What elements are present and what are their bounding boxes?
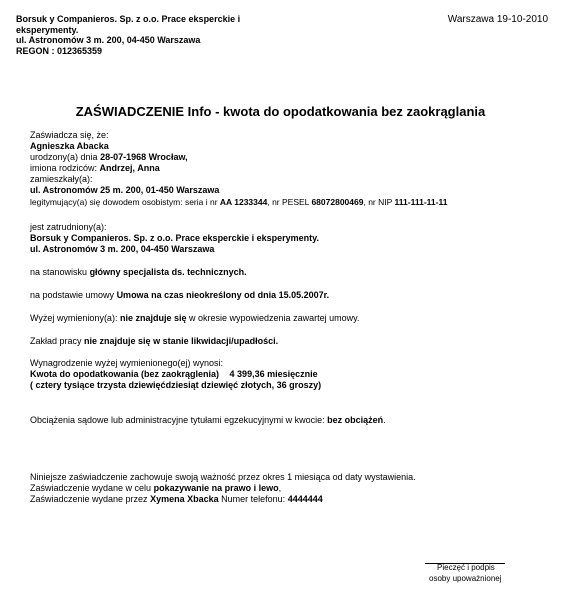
salary-line (30, 369, 318, 380)
nip-value: 111-111-11-11 (394, 197, 448, 207)
burdens-value: bez obciążeń (327, 415, 384, 425)
liquidation-line (30, 336, 278, 347)
validity-note: Niniejsze zaświadczenie zachowuje swoją ważność przez okres 1 miesiąca od daty wystawienia. (30, 472, 416, 482)
employer-name: Borsuk y Companieros. Sp. z o.o. Prace eksperckie i eksperymenty. (30, 233, 319, 243)
person-name: Agnieszka Abacka (30, 141, 109, 151)
notice-value: nie znajduje się (119, 313, 187, 323)
purpose-value: pokazywanie na prawo i lewo (153, 483, 279, 493)
id-line (30, 197, 447, 208)
notice-suffix: w okresie wypowiedzenia zawartej umowy. (189, 313, 360, 323)
signature-caption-line1: Pieczęć i podpis (437, 563, 495, 572)
company-name-line1: Borsuk y Companieros. Sp. z o.o. Prace eksperckie i (16, 14, 241, 24)
salary-amount: 4 399,36 miesięcznie (229, 369, 318, 379)
pesel-label: , nr PESEL (267, 197, 310, 207)
purpose-line (30, 483, 281, 494)
id-label: legitymujący(a) się dowodem osobistym: seria i nr (30, 197, 218, 207)
liquidation-value: nie znajduje się w stanie likwidacji/upadłości. (84, 336, 279, 346)
birth-line (30, 152, 188, 163)
contract-label: na podstawie umowy (30, 290, 115, 300)
pesel-value: 68072800469 (311, 197, 364, 207)
phone-label: Numer telefonu: (221, 494, 286, 504)
nip-label: , nr NIP (363, 197, 393, 207)
employer-address: ul. Astronomów 3 m. 200, 04-450 Warszawa (30, 244, 215, 254)
salary-label: Wynagrodzenie wyżej wymienionego(ej) wynosi: (30, 358, 224, 368)
company-header (16, 14, 240, 56)
residence-value: ul. Astronomów 25 m. 200, 01-450 Warszawa (30, 185, 220, 195)
issue-date: Warszawa 19-10-2010 (447, 14, 548, 25)
liquidation-label: Zakład pracy (30, 336, 82, 346)
purpose-label: Zaświadczenie wydane w celu (30, 483, 152, 493)
company-name-line2: eksperymenty. (16, 24, 79, 35)
signature-caption-line2: osoby upoważnionej (429, 574, 502, 583)
document-title: ZAŚWIADCZENIE Info - kwota do opodatkowania bez zaokrąglania (75, 104, 486, 119)
notice-label: Wyżej wymieniony(a): (30, 313, 118, 323)
position-label: na stanowisku (30, 267, 88, 277)
position-line (30, 267, 247, 278)
company-address: ul. Astronomów 3 m. 200, 04-450 Warszawa (16, 35, 201, 45)
burdens-line (30, 415, 386, 426)
salary-in-words: ( cztery tysiące trzysta dziewięćdziesiąt dziewięć złotych, 36 groszy) (30, 380, 322, 390)
birth-label: urodzony(a) dnia (30, 152, 98, 162)
phone-value: 4444444 (287, 494, 323, 504)
parents-label: imiona rodziców: (30, 163, 98, 173)
certify-intro: Zaświadcza się, że: (30, 130, 109, 140)
id-value: AA 1233344 (219, 197, 268, 207)
salary-kind: Kwota do opodatkowania (bez zaokrąglenia) (30, 369, 220, 379)
company-regon: REGON : 012365359 (16, 45, 103, 56)
parents-line (30, 163, 160, 174)
issuer-line (30, 494, 323, 505)
residence-label: zamieszkały(a): (30, 174, 93, 184)
issuer-name: Xymena Xbacka (150, 494, 219, 504)
burdens-suffix: . (383, 415, 386, 425)
position-value: główny specjalista ds. technicznych. (89, 267, 247, 277)
contract-line (30, 290, 329, 301)
employer-label: jest zatrudniony(a): (30, 222, 107, 232)
purpose-suffix: , (278, 483, 282, 493)
contract-value: Umowa na czas nieokreślony od dnia 15.05.2007r. (116, 290, 330, 300)
issuer-label: Zaświadczenie wydane przez (30, 494, 148, 504)
parents-value: Andrzej, Anna (99, 163, 160, 173)
birth-value: 28-07-1968 Wrocław, (100, 152, 188, 162)
burdens-label: Obciążenia sądowe lub administracyjne tytułami egzekucyjnymi w kwocie: (30, 415, 325, 425)
notice-line (30, 313, 359, 324)
